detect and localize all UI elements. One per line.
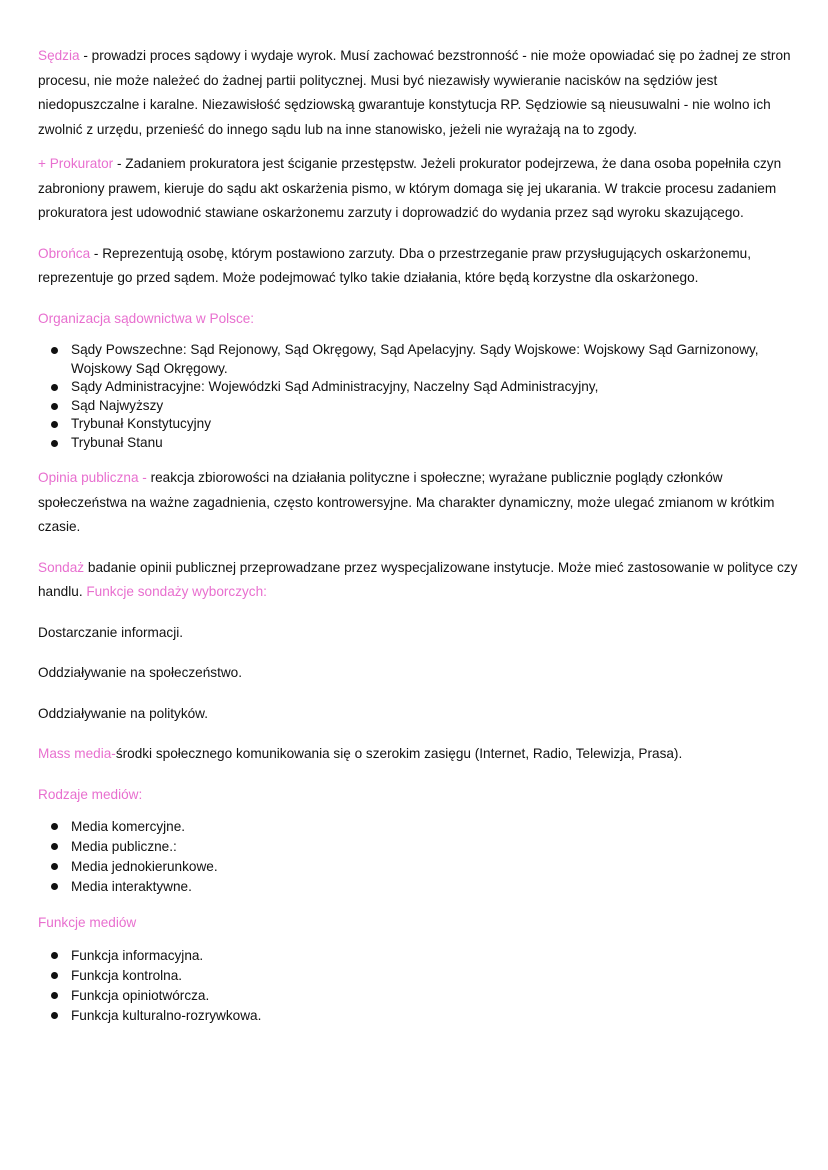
list-item: Trybunał Konstytucyjny [71, 415, 798, 434]
list-item: Trybunał Stanu [71, 434, 798, 453]
term-opinia: Opinia publiczna - [38, 470, 147, 485]
list-item: Sądy Administracyjne: Wojewódzki Sąd Administracyjny, Naczelny Sąd Administracyjny, [71, 378, 798, 397]
text-opinia: reakcja zbiorowości na działania polityczne i społeczne; wyrażane publicznie poglądy członków społeczeństwa na ważne zagadnienia, często kontrowersyjne. Ma charakter dynamiczny, może ulegać zmianom w krótkim czasie. [38, 470, 775, 534]
heading-rodzaje: Rodzaje mediów: [38, 786, 143, 802]
text-prokurator: - Zadaniem prokuratora jest ściganie przestępstw. Jeżeli prokurator podejrzewa, że dana osoba popełniła czyn zabroniony prawem, kieruje do sądu akt oskarżenia pismo, w którym domaga się jej ukarania. W trakcie procesu zadaniem prokuratora jest udowodnić stawiane oskarżonemu zarzuty i doprowadzić do wydania przez sąd wyroku skazującego. [38, 156, 782, 220]
list-item: Media jednokierunkowe. [71, 857, 798, 877]
text-sondaz: badanie opinii publicznej przeprowadzane przez wyspecjalizowane instytucje. Może mieć zastosowanie w polityce czy handlu. [38, 559, 798, 599]
document-content [38, 44, 798, 1040]
paragraph: Oddziaływanie na społeczeństwo. [38, 665, 243, 680]
paragraph-opinia [38, 466, 798, 540]
list-item: Media interaktywne. [71, 877, 798, 897]
term-obronca: Obrońca [38, 245, 91, 261]
term-mass-media: Mass media- [38, 746, 116, 761]
heading-organizacja: Organizacja sądownictwa w Polsce: [38, 310, 255, 326]
paragraph-prokurator [38, 152, 798, 226]
list-item: Funkcja kulturalno-rozrywkowa. [71, 1006, 798, 1026]
list-item: Funkcja opiniotwórcza. [71, 986, 798, 1006]
text-sedzia: - prowadzi proces sądowy i wydaje wyrok. Musí zachować bezstronność - nie może opowiadać się po żadnej ze stron procesu, nie może należeć do żadnej partii politycznej. Musi być niezawisły wywieranie nacisków na sędziów jest niedopuszczalne i karalne. Niezawisłość sędziowską gwarantuje konstytucja RP. Sędziowie są nieusuwalni - nie wolno ich zwolnić z urzędu, przenieść do innego sądu lub na inne stanowisko, jeżeli nie wyrażają na to zgody. [38, 48, 791, 137]
list-rodzaje [38, 817, 798, 897]
list-funkcje-mediow [38, 946, 798, 1026]
paragraph-sondaz [38, 556, 798, 605]
text-mass-media: środki społecznego komunikowania się o szerokim zasięgu (Internet, Radio, Telewizja, Prasa). [115, 746, 683, 761]
list-item: Sądy Powszechne: Sąd Rejonowy, Sąd Okręgowy, Sąd Apelacyjny. Sądy Wojskowe: Wojskowy Sąd Garnizonowy, Wojskowy Sąd Okręgowy. [71, 341, 798, 378]
list-item: Funkcja kontrolna. [71, 966, 798, 986]
paragraph: Oddziaływanie na polityków. [38, 705, 209, 721]
term-sondaz: Sondaż [38, 559, 85, 575]
paragraph-sedzia [38, 44, 798, 142]
list-item: Sąd Najwyższy [71, 397, 798, 416]
list-item: Media publiczne.: [71, 837, 798, 857]
text-obronca: - Reprezentują osobę, którym postawiono zarzuty. Dba o przestrzeganie praw przysługujących oskarżonemu, reprezentuje go przed sądem. Może podejmować tylko takie działania, które będą korzystne dla oskarżonego. [38, 245, 752, 285]
list-item: Funkcja informacyjna. [71, 946, 798, 966]
list-item: Media komercyjne. [71, 817, 798, 837]
paragraph-obronca [38, 242, 798, 291]
term-sedzia: Sędzia [38, 48, 80, 63]
paragraph-mass-media [38, 742, 798, 767]
term-funkcje-sondazy: Funkcje sondaży wyborczych: [86, 584, 267, 599]
paragraph: Dostarczanie informacji. [38, 624, 184, 640]
heading-funkcje-mediow: Funkcje mediów [38, 915, 137, 930]
term-prokurator: + Prokurator [38, 156, 114, 171]
list-organizacja [38, 341, 798, 452]
